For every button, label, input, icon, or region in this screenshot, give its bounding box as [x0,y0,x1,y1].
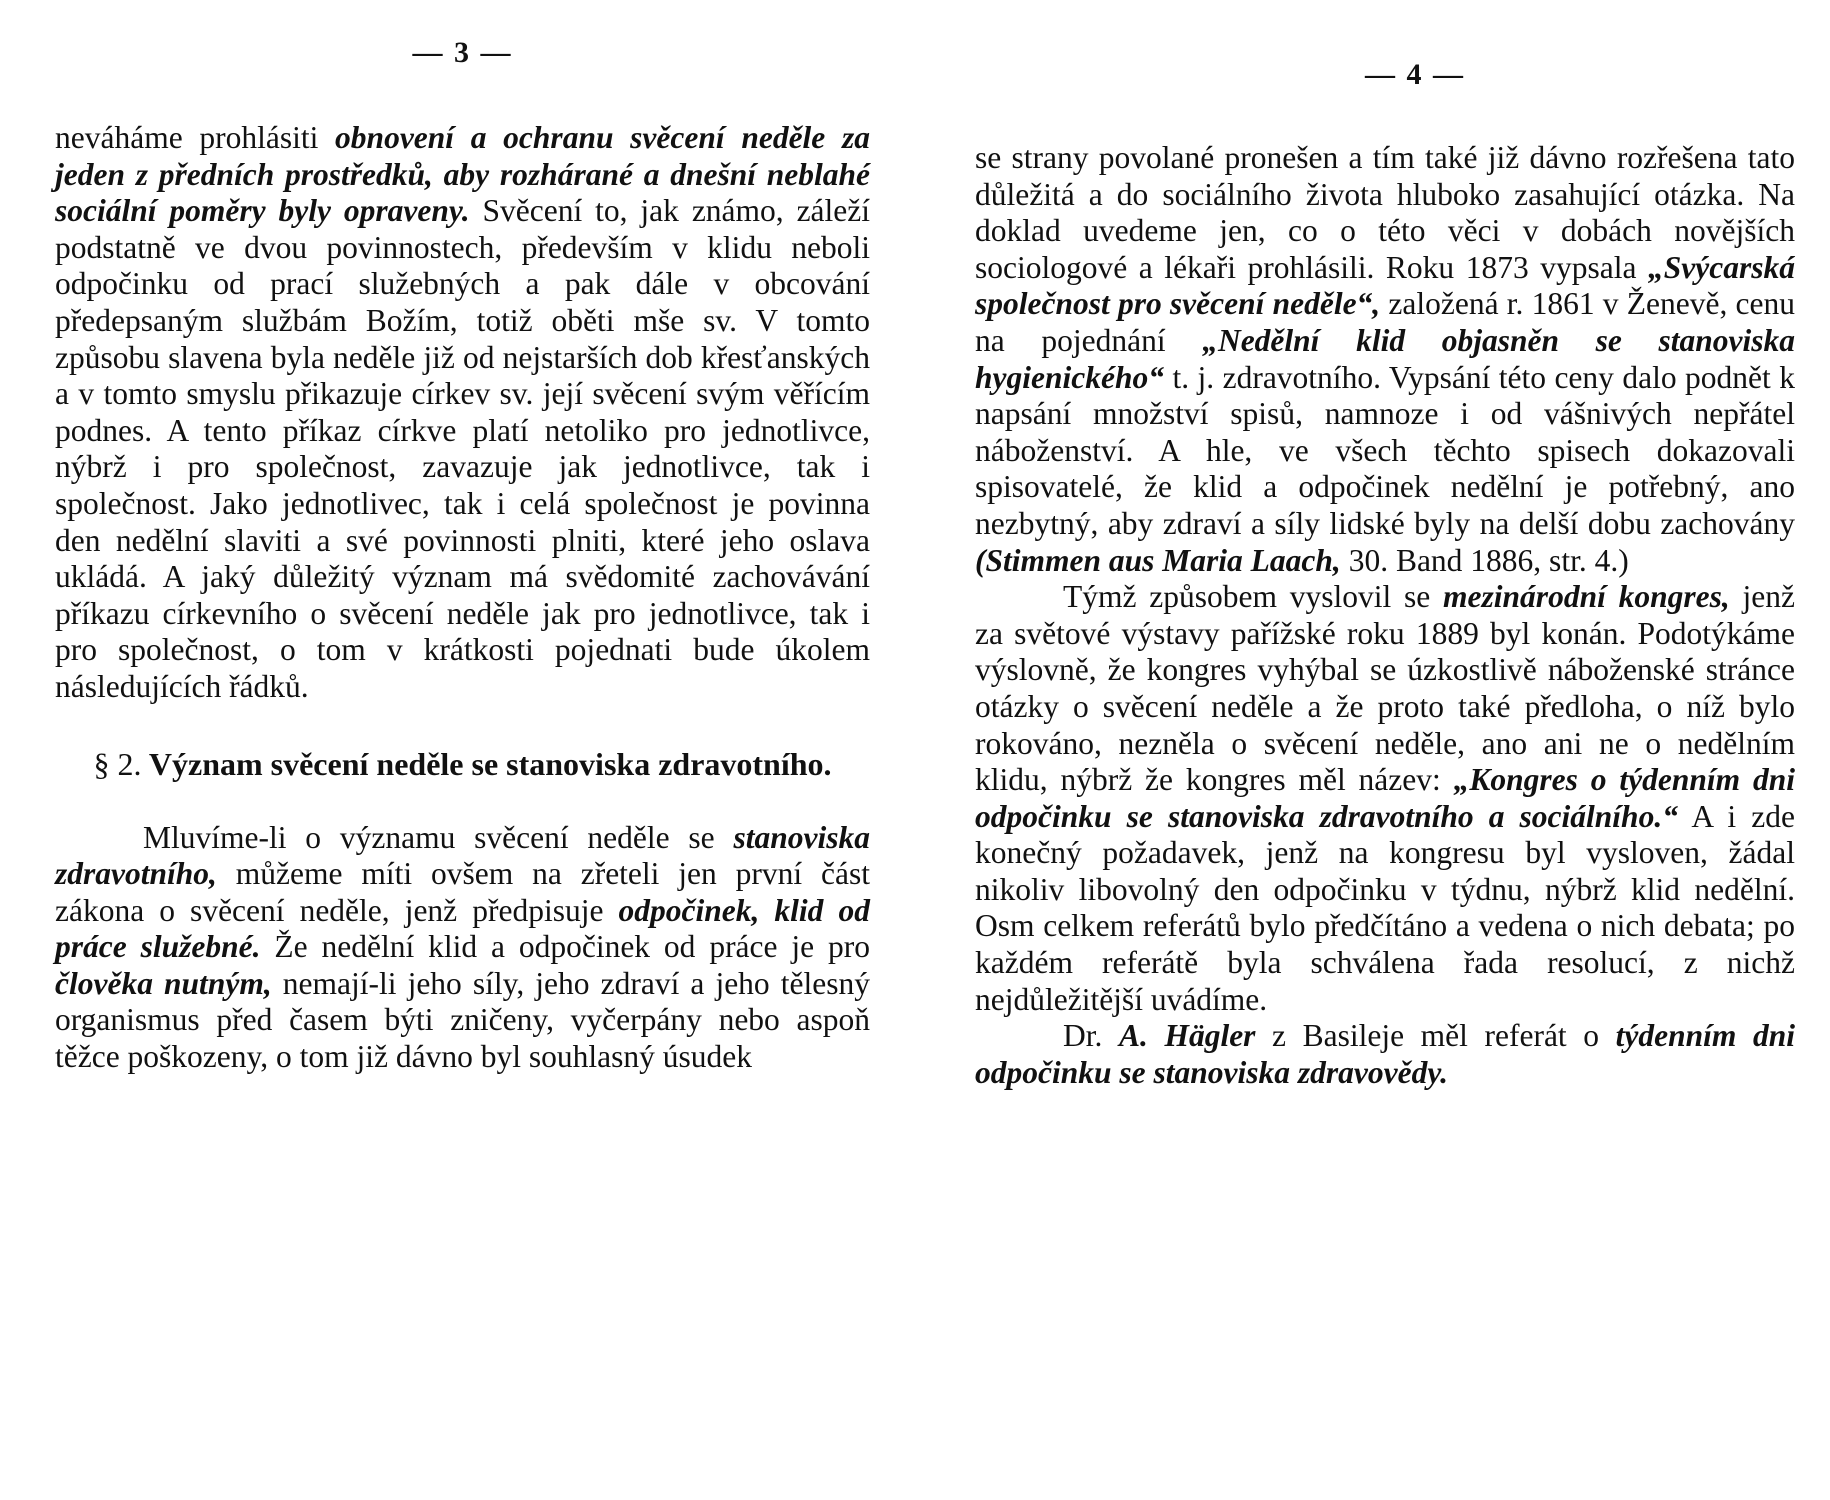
text-run: z Basileje měl referát o [1255,1018,1616,1054]
text-run: A i zde konečný požadavek, jenž na kongresu byl vysloven, žádal nikoliv libovolný den odpočinku v týdnu, nýbrž klid nedělní. Osm celkem referátů bylo předčítáno a vedena o nich debata; po každém referátě byla schválena řada resolucí, z nichž nejdůležitější uvádíme. [975,798,1795,1017]
text-run: jenž za světové výstavy pařížské roku 1889 byl konán. Podotýkáme výslovně, že kongres vyhýbal se úzkostlivě náboženské stránce otázky o svěcení neděle a že proto také předloha, o níž bylo rokováno, nezněla o svěcení neděle, ano ani ne o nedělním klidu, nýbrž že kongres měl název: [975,579,1796,798]
emphasis-run: A. Hägler [1118,1018,1256,1054]
emphasis-run: „Svýcarská společnost pro svěcení neděle“, [975,249,1795,322]
text-run: t. j. zdravotního. Vypsání této ceny dalo podnět k napsání množství spisů, namnoze i od vášnivých nepřátel náboženství. A hle, ve všech těchto spisech dokazovali spisovatelé, že klid a odpočinek nedělní je potřebný, ano nezbytný, aby zdraví a síly lidské byly na delší dobu zachovány [975,359,1795,541]
emphasis-run: obnovení a ochranu svěcení neděle za jeden z předních prostředků, aby rozhárané a dnešní neblahé sociální poměry byly opraveny. [55,120,870,229]
text-run: založená r. 1861 v Ženevě, cenu na pojednání [975,286,1795,358]
text-run: můžeme míti ovšem na zřeteli jen první část zákona o svěcení neděle, jenž předpisuje [55,856,870,928]
emphasis-run: „Nedělní klid objasněn se stanoviska hygienického“ [975,322,1795,395]
page-number: — 4 — [1365,58,1465,91]
section-heading [55,744,870,784]
text-run: se strany povolané pronešen a tím také již dávno rozřešena tato důležitá a do sociálního života hluboko zasahující otázka. Na doklad uvedeme jen, co o této věci v dobách novějších sociologové a lékaři prohlásili. Roku 1873 vypsala [975,140,1795,285]
paragraph [975,579,1795,1018]
paragraph [55,120,870,706]
page-body [55,120,870,1076]
emphasis-run: mezinárodní kongres, [1443,579,1730,615]
text-run: Týmž způsobem vyslovil se [1063,579,1444,615]
paragraph [975,140,1795,579]
emphasis-run: „Kongres o týdenním dni odpočinku se stanoviska zdravotního a sociálního.“ [975,762,1795,834]
page-body [975,140,1795,1091]
left-page [55,0,870,1076]
text-run: Mluvíme-li o významu svěcení neděle se [143,819,734,855]
paragraph [975,1018,1795,1091]
section-number: § 2. [93,745,142,782]
paragraph [55,820,870,1076]
emphasis-run: týdenním dni odpočinku se stanoviska zdravovědy. [975,1018,1795,1090]
emphasis-run: stanoviska zdravotního, [55,819,870,892]
emphasis-run: odpočinek, klid od práce služebné. [55,892,870,965]
section-title: Význam svěcení neděle se stanoviska zdravotního. [148,745,832,782]
text-run: nemají-li jeho síly, jeho zdraví a jeho tělesný organismus před časem býti zničeny, vyčerpány nebo aspoň těžce poškozeny, o tom již dávno byl souhlasný úsudek [55,965,870,1075]
emphasis-run: člověka nutným, [55,965,272,1001]
text-run: neváháme prohlásiti [55,120,336,155]
text-run: Svěcení to, jak známo, záleží podstatně ve dvou povinnostech, především v klidu neboli odpočinku od prací služebných a pak dále v obcování předepsaným službám Božím, totiž oběti mše sv. V tomto způsobu slavena byla neděle již od nejstarších dob křesťanských a v tomto smyslu přikazuje církev sv. její svěcení svým věřícím podnes. A tento příkaz církve platí netoliko pro jednotlivce, nýbrž i pro společnost, zavazuje jak jednotlivce, tak i společnost. Jako jednotlivec, tak i celá společnost je povinna den nedělní slaviti a své povinnosti plniti, které jeho oslava ukládá. A jaký důležitý význam má svědomité zachovávání příkazu církevního o svěcení neděle jak pro jednotlivce, tak i pro společnost, o tom v krátkosti pojednati bude úkolem následujících řádků. [55,193,870,704]
text-run: Že nedělní klid a odpočinek od práce je pro [260,929,870,965]
right-page [975,0,1795,1091]
emphasis-run: (Stimmen aus Maria Laach, [975,542,1341,578]
text-run: 30. Band 1886, str. 4.) [1340,542,1629,578]
text-run: Dr. [1063,1018,1119,1054]
page-number: — 3 — [412,36,513,69]
